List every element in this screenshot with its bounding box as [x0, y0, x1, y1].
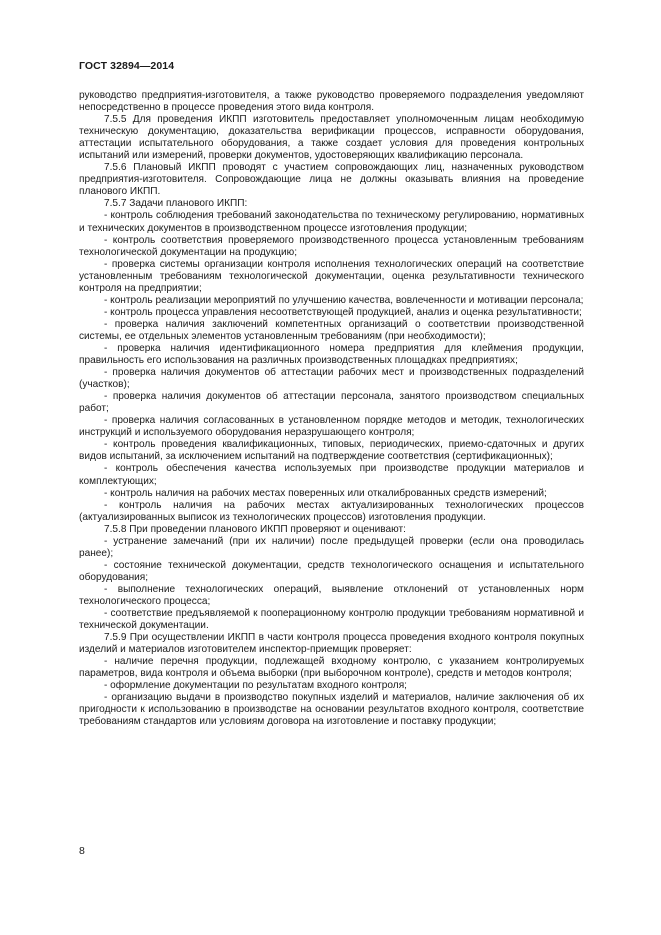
paragraph: 7.5.5 Для проведения ИКПП изготовитель предоставляет уполномоченным лицам необходимую техническую документацию, доказательства верификации процессов, исправности оборудования, аттестации испытательного оборудования, а также создает условия для проведения контрольных испытаний или измерений, проверки документов, удостоверяющих квалификацию персонала. — [79, 114, 584, 162]
list-item: - состояние технической документации, средств технологического оснащения и испытательного оборудования; — [79, 559, 584, 583]
list-item: - наличие перечня продукции, подлежащей входному контролю, с указанием контролируемых параметров, вида контроля и объема выборки (при выборочном контроле), средств и методов контроля; — [79, 656, 584, 680]
list-item: - проверка наличия согласованных в установленном порядке методов и методик, технологических инструкций и используемого оборудования неразрушающего контроля; — [79, 415, 584, 439]
list-item: - контроль реализации мероприятий по улучшению качества, вовлеченности и мотивации персонала; — [104, 294, 584, 306]
list-item: - контроль наличия на рабочих местах актуализированных технологических процессов (актуализированных выписок из технологических процессов) изготовления продукции. — [79, 499, 584, 523]
document-body — [79, 90, 584, 728]
list-item: - выполнение технологических операций, выявление отклонений от установленных норм технологического процесса; — [79, 583, 584, 607]
list-item: - оформление документации по результатам входного контроля; — [104, 680, 407, 692]
list-item: - контроль соблюдения требований законодательства по техническому регулированию, нормативных и технических документов в производственном процессе изготовления продукции; — [79, 210, 584, 234]
paragraph: 7.5.7 Задачи планового ИКПП: — [104, 198, 248, 210]
paragraph: 7.5.6 Плановый ИКПП проводят с участием сопровождающих лиц, назначенных руководством предприятия-изготовителя. Сопровождающие лица не должны оказывать влияния на проведение планового ИКПП. — [79, 162, 584, 198]
list-item: - контроль процесса управления несоответствующей продукцией, анализ и оценка результативности; — [104, 306, 582, 318]
list-item: - организацию выдачи в производство покупных изделий и материалов, наличие заключения об их пригодности к использованию в производстве на основании результатов входного контроля, соответствие требованиям стандартов или условиям договора на изготовление и поставку продукции; — [79, 692, 584, 728]
list-item: - контроль обеспечения качества используемых при производстве продукции материалов и комплектующих; — [79, 463, 584, 487]
document-header: ГОСТ 32894—2014 — [79, 60, 175, 72]
page-number: 8 — [79, 845, 85, 857]
paragraph: 7.5.9 При осуществлении ИКПП в части контроля процесса проведения входного контроля покупных изделий и материалов изготовителем инспектор-приемщик проверяет: — [79, 632, 584, 656]
list-item: - контроль соответствия проверяемого производственного процесса установленным требованиям технологической документации на продукцию; — [79, 234, 584, 258]
list-item: - проверка системы организации контроля исполнения технологических операций на соответствие установленным требованиям технологической документации, оценка результативности технического контроля на предприятии; — [79, 258, 584, 294]
list-item: - контроль проведения квалификационных, типовых, периодических, приемо-сдаточных и других видов испытаний, за исключением испытаний на подтверждение соответствия (сертификационных); — [79, 439, 584, 463]
list-item: - проверка наличия идентификационного номера предприятия для клеймения продукции, правильность его использования на различных производственных площадках предприятиях; — [79, 342, 584, 367]
list-item: - проверка наличия документов об аттестации персонала, занятого производством специальных работ; — [79, 391, 584, 415]
list-item: - устранение замечаний (при их наличии) после предыдущей проверки (если она проводилась ранее); — [79, 535, 584, 559]
list-item: - проверка наличия заключений компетентных организаций о соответствии производственной системы, ее отдельных элементов установленным требованиям (при необходимости); — [79, 318, 584, 342]
list-item: - контроль наличия на рабочих местах поверенных или откалиброванных средств измерений; — [104, 487, 547, 499]
list-item: - соответствие предъявляемой к пооперационному контролю продукции требованиям нормативной и технической документации. — [79, 608, 584, 632]
paragraph: 7.5.8 При проведении планового ИКПП проверяют и оценивают: — [104, 523, 406, 535]
paragraph: руководство предприятия-изготовителя, а также руководство проверяемого подразделения уведомляют непосредственно в процессе проведения этого вида контроля. — [79, 90, 584, 114]
list-item: - проверка наличия документов об аттестации рабочих мест и производственных подразделений (участков); — [79, 367, 584, 391]
